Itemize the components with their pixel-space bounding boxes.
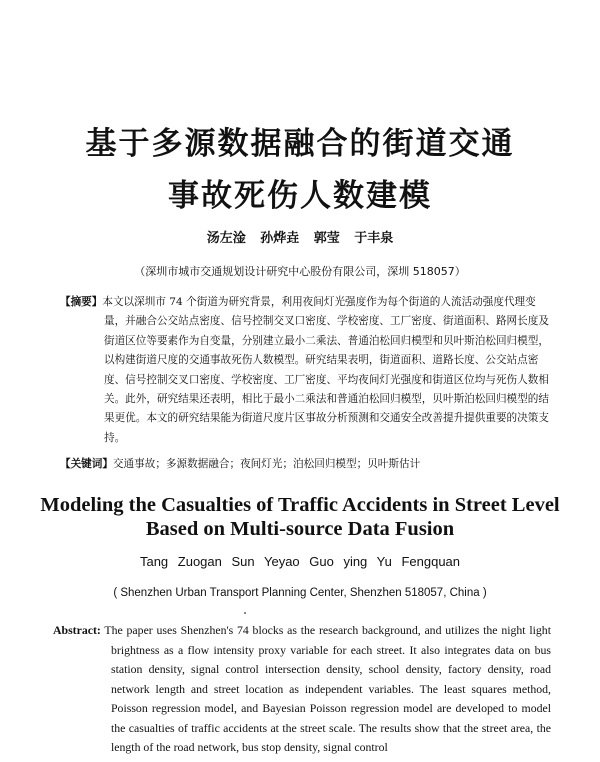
english-abstract-label: Abstract:: [53, 623, 101, 637]
chinese-keywords-label: 【关键词】: [60, 458, 113, 470]
english-abstract-text: The paper uses Shenzhen's 74 blocks as the research background, and utilizes the night light brightness as a flow intensity proxy variable for each street. It also integrates data on bus station density, signal control intersection density, school density, factory density, road network length and street location as independent variables. The least squares method, Poisson regression model, and Bayesian Poisson regression model are developed to model the casualties of traffic accidents at the street scale. The results show that the street area, the length of the road network, bus stop density, signal control: [104, 623, 551, 754]
english-authors: Tang Zuogan Sun Yeyao Guo ying Yu Fengquan: [139, 554, 461, 569]
chinese-title-line-1: 基于多源数据融合的街道交通: [85, 126, 515, 162]
english-abstract: [53, 621, 551, 758]
stray-dot: [244, 612, 246, 614]
english-title-line-2: Based on Multi-source Data Fusion: [145, 518, 455, 540]
english-affiliation: ( Shenzhen Urban Transport Planning Center, Shenzhen 518057, China ): [113, 587, 487, 599]
chinese-authors: 汤左淦 孙烨垚 郭莹 于丰泉: [206, 231, 394, 246]
english-title-line-1: Modeling the Casualties of Traffic Accidents in Street Level: [40, 494, 560, 516]
chinese-abstract-text: 本文以深圳市 74 个街道为研究背景，利用夜间灯光强度作为每个街道的人流活动强度代理变量，并融合公交站点密度、信号控制交叉口密度、学校密度、工厂密度、街道面积、路网长度及街道区位等要素作为自变量，分别建立最小二乘法、普通泊松回归模型和贝叶斯泊松回归模型，以构建街道尺度的交通事故死伤人数模型。研究结果表明，街道面积、道路长度、公交站点密度、信号控制交叉口密度、学校密度、工厂密度、平均夜间灯光强度和街道区位均与死伤人数相关。此外，研究结果还表明，相比于最小二乘法和普通泊松回归模型，贝叶斯泊松回归模型的结果更优。本文的研究结果能为街道尺度片区事故分析预测和交通安全改善提升提供重要的决策支持。: [102, 296, 549, 444]
chinese-keywords: [60, 455, 550, 474]
chinese-abstract-label: 【摘要】: [60, 296, 103, 308]
chinese-abstract: [60, 293, 550, 448]
chinese-affiliation: （深圳市城市交通规划设计研究中心股份有限公司，深圳 518057）: [134, 265, 466, 278]
chinese-keywords-text: 交通事故；多源数据融合；夜间灯光；泊松回归模型；贝叶斯估计: [112, 458, 421, 470]
chinese-title-line-2: 事故死伤人数建模: [168, 178, 432, 214]
